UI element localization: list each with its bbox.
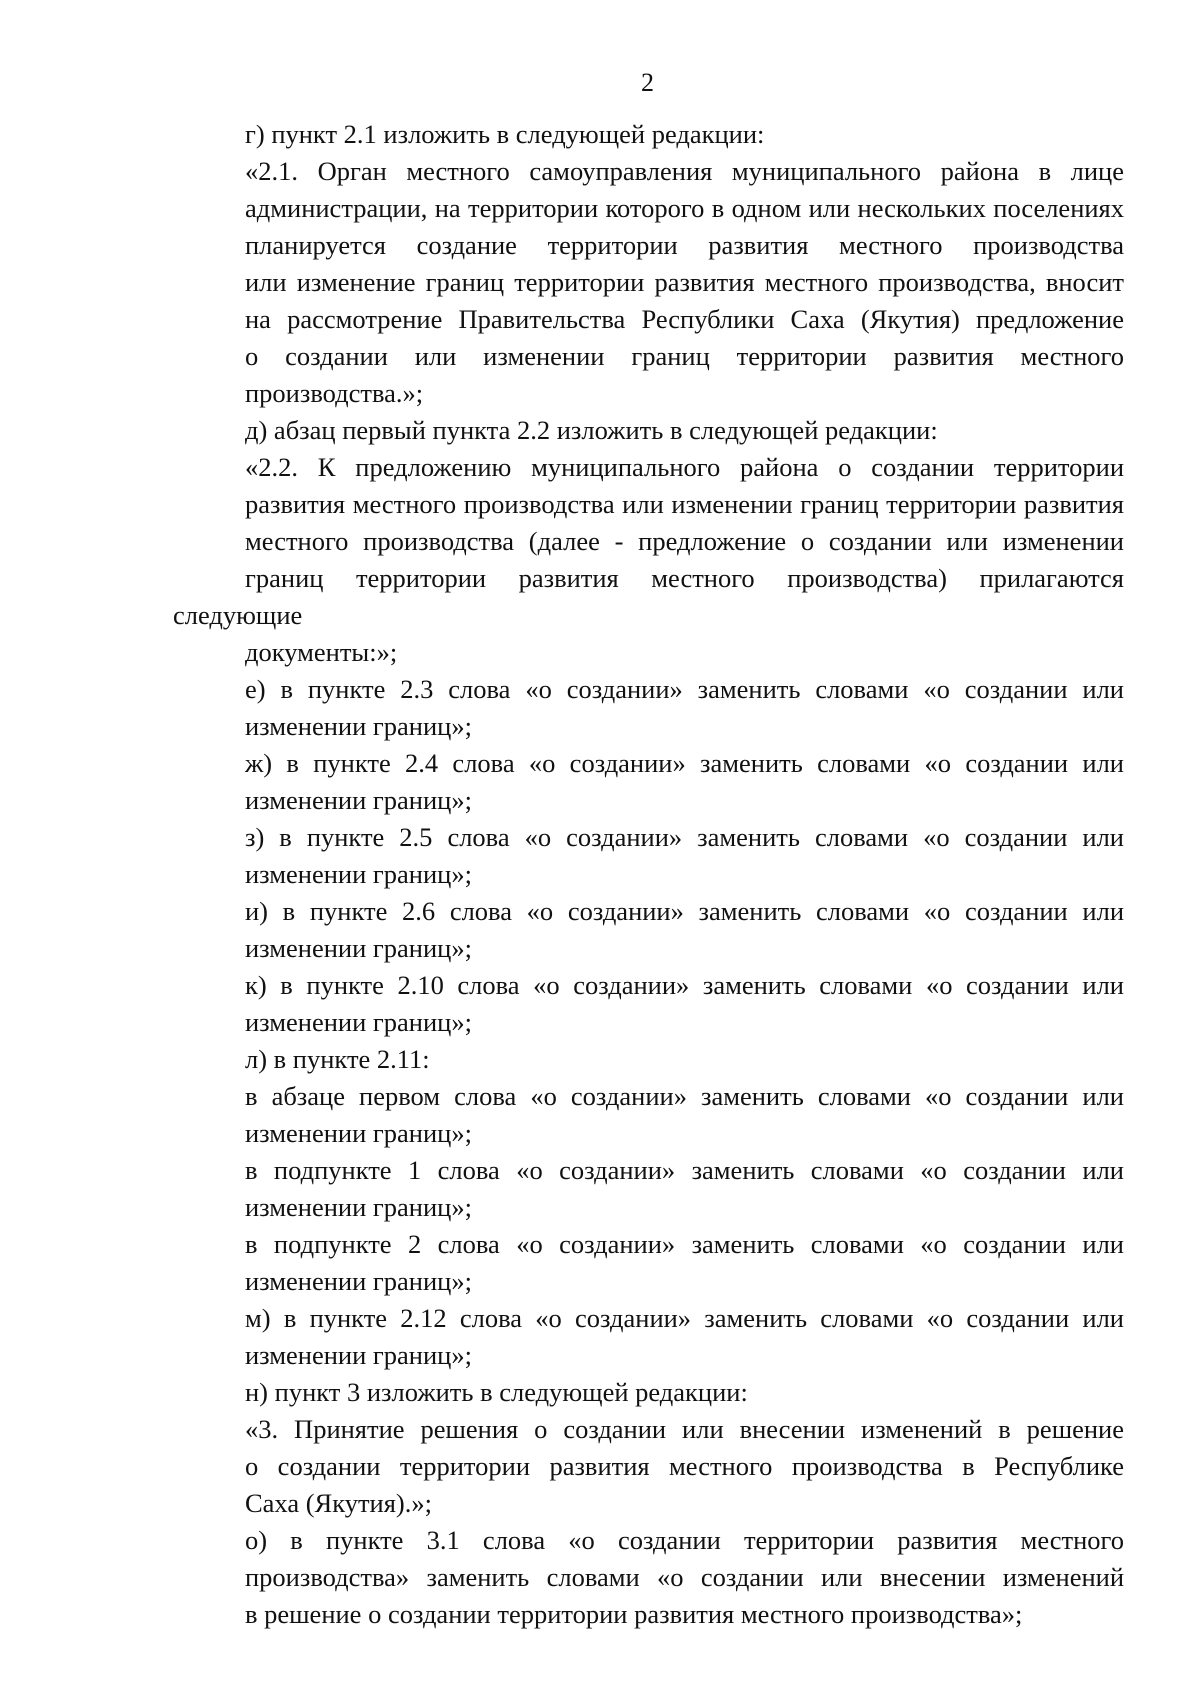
paragraph [173, 893, 1124, 967]
text-line: о) в пункте 3.1 слова «о создании территории развития местного [245, 1525, 1124, 1555]
page-number: 2 [641, 68, 654, 97]
paragraph [173, 1152, 1124, 1226]
text-line: в абзаце первом слова «о создании» заменить словами «о создании или [245, 1081, 1124, 1111]
text-line: о создании или изменении границ территории развития местного [245, 341, 1124, 371]
document-body [173, 116, 1124, 1633]
text-line: л) в пункте 2.11: [245, 1044, 430, 1074]
text-line: границ территории развития местного производства) прилагаются следующие [173, 563, 1124, 630]
text-line: планируется создание территории развития местного производства [245, 230, 1124, 260]
text-line: изменении границ»; [245, 711, 472, 741]
text-line: местного производства (далее - предложение о создании или изменении [245, 526, 1124, 556]
text-line: изменении границ»; [245, 1340, 472, 1370]
paragraph [173, 1041, 1124, 1078]
text-line: в решение о создании территории развития местного производства»; [245, 1599, 1023, 1629]
text-line: изменении границ»; [245, 1192, 472, 1222]
text-line: в подпункте 2 слова «о создании» заменить словами «о создании или [245, 1229, 1124, 1259]
text-line: документы:»; [245, 637, 398, 667]
text-line: е) в пункте 2.3 слова «о создании» заменить словами «о создании или [245, 674, 1124, 704]
paragraph [173, 1411, 1124, 1522]
paragraph [173, 745, 1124, 819]
text-line: «2.2. К предложению муниципального района о создании территории [245, 452, 1124, 482]
text-line: «3. Принятие решения о создании или внесении изменений в решение [245, 1414, 1124, 1444]
text-line: д) абзац первый пункта 2.2 изложить в следующей редакции: [245, 415, 938, 445]
text-line: м) в пункте 2.12 слова «о создании» заменить словами «о создании или [245, 1303, 1124, 1333]
paragraph [173, 671, 1124, 745]
text-line: на рассмотрение Правительства Республики Саха (Якутия) предложение [245, 304, 1124, 334]
text-line: в подпункте 1 слова «о создании» заменить словами «о создании или [245, 1155, 1124, 1185]
text-line: о создании территории развития местного производства в Республике [245, 1451, 1124, 1481]
text-line: изменении границ»; [245, 1266, 472, 1296]
text-line: и) в пункте 2.6 слова «о создании» заменить словами «о создании или [245, 896, 1124, 926]
text-line: н) пункт 3 изложить в следующей редакции: [245, 1377, 748, 1407]
paragraph [173, 1226, 1124, 1300]
paragraph [173, 116, 1124, 153]
text-line: администрации, на территории которого в одном или нескольких поселениях [245, 193, 1124, 223]
text-line: з) в пункте 2.5 слова «о создании» заменить словами «о создании или [245, 822, 1124, 852]
paragraph [173, 1078, 1124, 1152]
paragraph [173, 153, 1124, 412]
text-line: или изменение границ территории развития местного производства, вносит [245, 267, 1124, 297]
text-line: изменении границ»; [245, 1118, 472, 1148]
text-line: изменении границ»; [245, 933, 472, 963]
paragraph [173, 819, 1124, 893]
text-line: изменении границ»; [245, 785, 472, 815]
text-line: к) в пункте 2.10 слова «о создании» заменить словами «о создании или [245, 970, 1124, 1000]
paragraph [173, 1374, 1124, 1411]
paragraph [173, 1300, 1124, 1374]
text-line: развития местного производства или изменении границ территории развития [245, 489, 1124, 519]
text-line: изменении границ»; [245, 859, 472, 889]
paragraph [173, 449, 1124, 671]
text-line: изменении границ»; [245, 1007, 472, 1037]
text-line: Саха (Якутия).»; [245, 1488, 432, 1518]
text-line: производства.»; [245, 378, 424, 408]
text-line: г) пункт 2.1 изложить в следующей редакции: [245, 119, 765, 149]
paragraph [173, 1522, 1124, 1633]
paragraph [173, 412, 1124, 449]
paragraph [173, 967, 1124, 1041]
text-line: ж) в пункте 2.4 слова «о создании» заменить словами «о создании или [245, 748, 1124, 778]
text-line: «2.1. Орган местного самоуправления муниципального района в лице [245, 156, 1124, 186]
text-line: производства» заменить словами «о создании или внесении изменений [245, 1562, 1124, 1592]
